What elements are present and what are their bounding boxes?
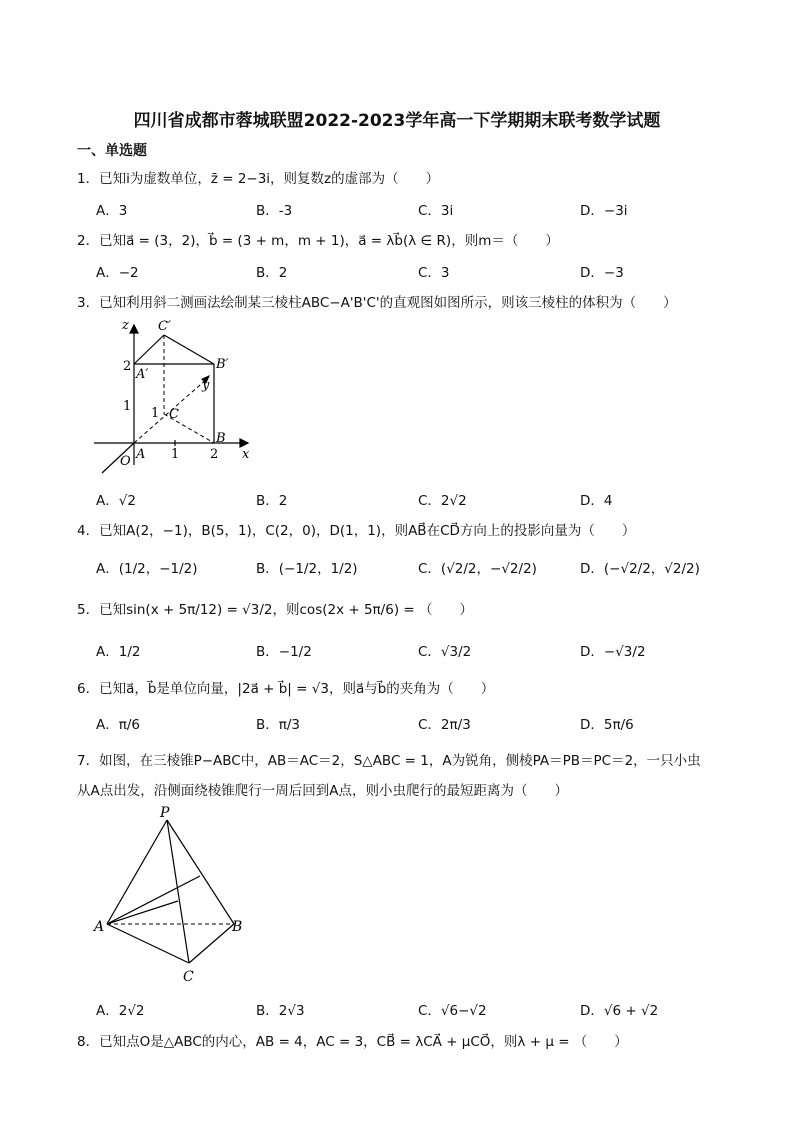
question-4: 4．已知A(2，−1)，B(5，1)，C(2，0)，D(1，1)，则AB⃗在CD⃗方向上的投影向量为（ ） [77,523,636,539]
label-y: y [202,378,210,393]
q4-option-c: C．(√2/2，−√2/2) [418,561,537,577]
pyramid-figure [90,803,250,988]
edge-ac [107,924,189,963]
q1-option-b: B．-3 [256,203,293,219]
label-c-prime: C′ [158,319,171,334]
question-8: 8．已知点O是△ABC的内心，AB = 4，AC = 3，CB⃗ = λCA⃗ + μCO⃗，则λ + μ = （ ） [77,1034,628,1050]
label-b-prime: B′ [216,357,229,372]
q2-option-a: A．−2 [96,265,139,281]
section-heading: 一、单选题 [77,143,147,159]
tick-label-x2: 2 [210,447,219,462]
question-1: 1．已知i为虚数单位，z̄ = 2−3i，则复数z的虚部为（ ） [77,171,440,187]
q5-option-b: B．−1/2 [256,644,312,660]
q4-option-a: A．(1/2，−1/2) [96,561,198,577]
question-6: 6．已知a⃗，b⃗是单位向量，|2a⃗ + b⃗| = √3，则a⃗与b⃗的夹角为（ ） [77,681,495,697]
label-b: B [232,919,243,935]
label-p: P [160,805,170,821]
x-axis-arrow [240,439,248,447]
q3-option-c: C．2√2 [418,493,467,509]
q6-option-c: C．2π/3 [418,717,471,733]
q6-option-a: A．π/6 [96,717,141,733]
tick-label-z1: 1 [123,399,132,414]
question-5: 5．已知sin(x + 5π/12) = √3/2，则cos(2x + 5π/6) = （ ） [77,602,473,618]
q4-option-b: B．(−1/2，1/2) [256,561,358,577]
edge-a1-c1 [134,335,164,364]
tick-label-x1: 1 [171,447,180,462]
question-2: 2．已知a⃗ = (3，2)，b⃗ = (3 + m，m + 1)，a⃗ = λb⃗(λ ∈ R)，则m＝（ ） [77,233,559,249]
q1-option-d: D．−3i [580,203,628,219]
q4-option-d: D．(−√2/2，√2/2) [580,561,700,577]
q2-option-b: B．2 [256,265,288,281]
q1-option-a: A．3 [96,203,128,219]
z-axis-arrow [130,325,138,333]
label-a: A [136,447,146,462]
label-x: x [242,447,250,462]
q1-option-c: C．3i [418,203,454,219]
label-a: A [94,919,105,935]
q3-option-d: D．4 [580,493,613,509]
label-b: B [216,431,226,446]
tick-label-z2: 2 [123,359,132,374]
label-a-prime: A′ [136,367,149,382]
prism-oblique-figure [88,315,258,475]
label-c: C [169,407,179,422]
q7-option-b: B．2√3 [256,1003,305,1019]
page-title: 四川省成都市蓉城联盟2022-2023学年高一下学期期末联考数学试题 [133,111,661,131]
q7-option-a: A．2√2 [96,1003,145,1019]
q7-option-c: C．√6−√2 [418,1003,487,1019]
label-z: z [122,318,129,333]
edge-pb [167,820,234,924]
q5-option-c: C．√3/2 [418,644,472,660]
q2-option-c: C．3 [418,265,450,281]
q5-option-d: D．−√3/2 [580,644,646,660]
question-3: 3．已知利用斜二测画法绘制某三棱柱ABC−A'B'C'的直观图如图所示，则该三棱柱的体积为（ ） [77,295,677,311]
edge-c1-b1 [164,335,214,364]
edge-bc [189,924,234,963]
question-7-line-2: 从A点出发，沿侧面绕棱锥爬行一周后回到A点，则小虫爬行的最短距离为（ ） [77,783,568,799]
q5-option-a: A．1/2 [96,644,141,660]
label-o: O [120,454,131,469]
question-7-line-1: 7．如图，在三棱锥P−ABC中，AB＝AC＝2，S△ABC = 1，A为锐角，侧棱PA＝PB＝PC＝2，一只小虫 [77,753,701,769]
q3-option-a: A．√2 [96,493,136,509]
q7-option-d: D．√6 + √2 [580,1003,659,1019]
q6-option-b: B．π/3 [256,717,301,733]
label-c: C [183,969,194,985]
tick-label-y1: 1 [151,406,160,421]
q3-option-b: B．2 [256,493,288,509]
q2-option-d: D．−3 [580,265,624,281]
q6-option-d: D．5π/6 [580,717,634,733]
